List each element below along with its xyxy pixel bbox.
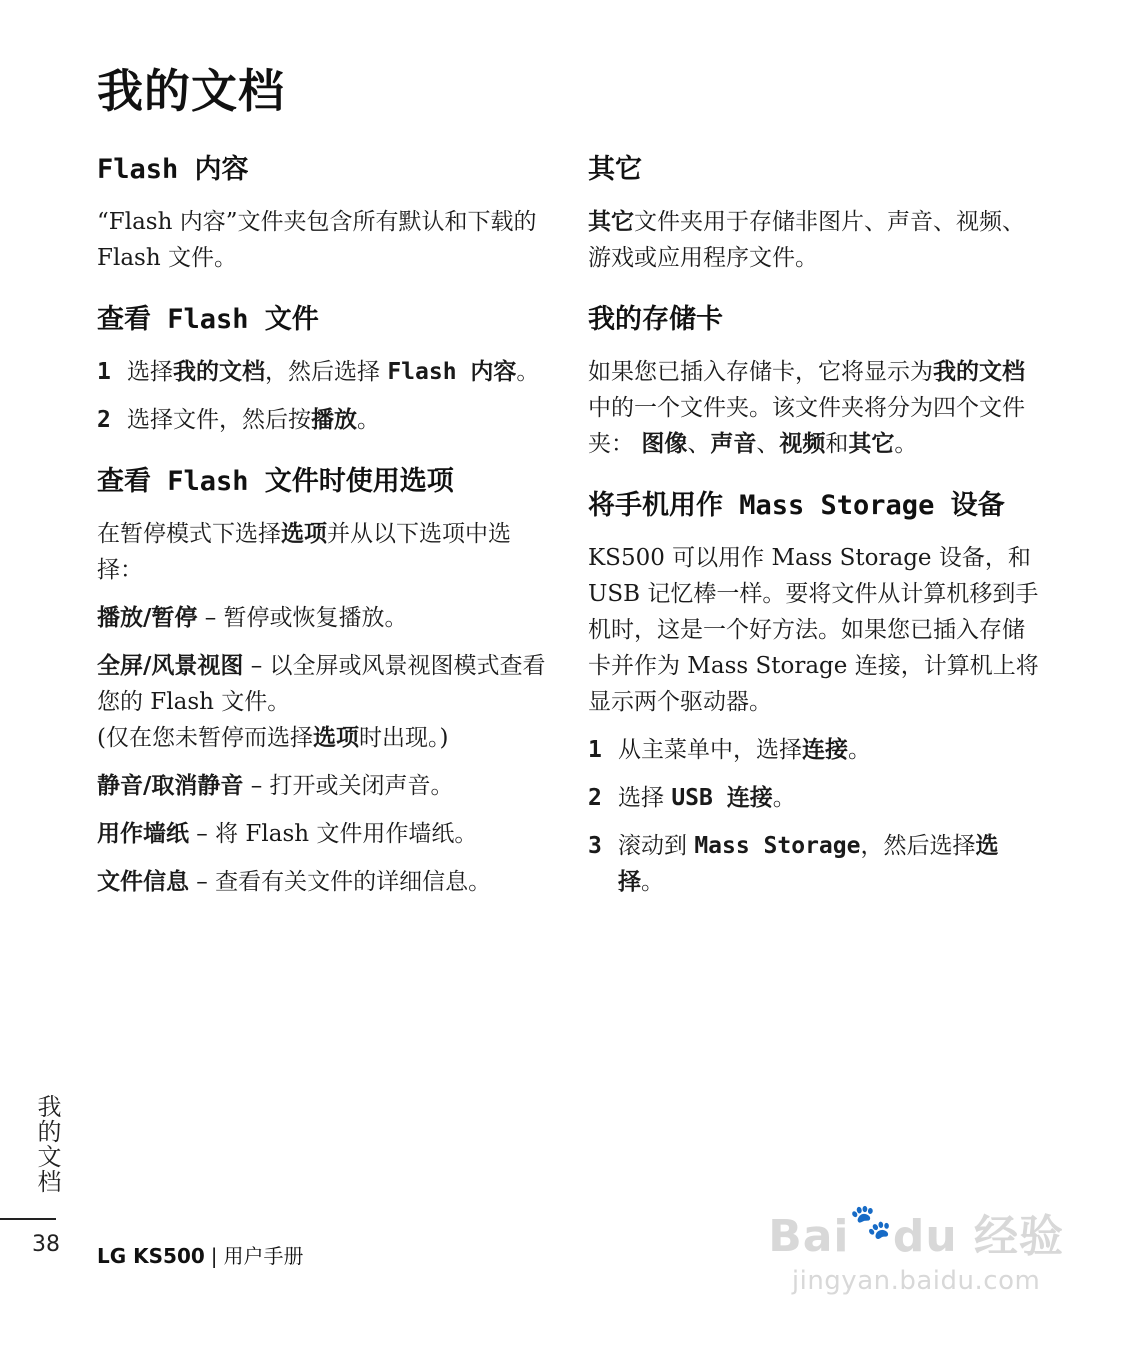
option-label: 用作墙纸 <box>97 821 189 847</box>
step-text: 。 <box>641 869 664 895</box>
step-text: 。 <box>516 359 540 385</box>
step-text: 选择文件，然后按 <box>127 407 311 433</box>
option-desc: – 打开或关闭声音。 <box>243 773 454 799</box>
step-bold: 播放 <box>311 407 357 433</box>
text: 。 <box>894 431 918 457</box>
bold-text: 其它 <box>588 209 634 235</box>
left-column <box>97 148 552 922</box>
paragraph <box>97 516 552 588</box>
paragraph: KS500 可以用作 Mass Storage 设备，和 USB 记忆棒一样。要将文件从计算机移到手机时，这是一个好方法。如果您已插入存储卡并作为 Mass Storage 连接，计算机上将显示两个驱动器。 <box>588 545 1039 715</box>
step-bold: Flash 内容 <box>387 359 517 385</box>
footer-brand: LG KS500 <box>97 1244 205 1268</box>
step-item <box>588 828 1043 900</box>
step-bold: Mass Storage <box>694 833 861 859</box>
option-note: 时出现。) <box>358 725 449 751</box>
step-item <box>97 402 552 438</box>
watermark-url: jingyan.baidu.com <box>791 1266 1041 1296</box>
section-heading: 我的存储卡 <box>588 304 723 335</box>
option-item <box>97 648 552 756</box>
paw-icon: 🐾 <box>849 1202 893 1242</box>
step-text: 。 <box>357 407 380 433</box>
section-mass-storage <box>588 484 1043 900</box>
step-bold: 我的文档 <box>173 359 265 385</box>
option-item <box>97 600 552 636</box>
paragraph: “Flash 内容”文件夹包含所有默认和下载的 Flash 文件。 <box>97 209 537 271</box>
step-item <box>588 732 1043 768</box>
watermark-logo <box>768 1200 1064 1264</box>
text: 中的一个文件夹。该文件夹将分为四个文件夹： <box>588 395 1025 457</box>
bold-text: 选项 <box>312 725 359 751</box>
step-number: 3 <box>588 833 602 859</box>
bold-text: 选项 <box>281 521 327 547</box>
step-list <box>97 354 552 438</box>
section-heading: 将手机用作 Mass Storage 设备 <box>588 490 1005 521</box>
step-text: ，然后选择 <box>860 833 976 859</box>
step-text: 选择 <box>127 359 173 385</box>
option-item <box>97 864 552 900</box>
step-bold: USB 连接 <box>671 785 773 811</box>
footer <box>97 1240 304 1269</box>
step-text: ，然后选择 <box>265 359 388 385</box>
section-memory-card <box>588 298 1043 462</box>
step-number: 1 <box>588 737 602 763</box>
option-desc: – 以全屏或风景视图模式查看您的 Flash 文件。 <box>97 653 546 715</box>
watermark-logo-text: Bai <box>768 1211 850 1262</box>
step-number: 2 <box>97 407 111 433</box>
bold-text: 我的文档 <box>933 359 1025 385</box>
step-text: 选择 <box>618 785 672 811</box>
bold-text: 其它 <box>848 431 895 457</box>
option-label: 全屏/风景视图 <box>97 653 244 679</box>
text: 文件夹用于存储非图片、声音、视频、游戏或应用程序文件。 <box>588 209 1025 271</box>
bold-text: 图像 <box>641 431 688 457</box>
text: 和 <box>825 431 849 457</box>
step-item <box>97 354 552 390</box>
step-number: 1 <box>97 359 111 385</box>
step-list <box>588 732 1043 900</box>
text: 、 <box>687 431 711 457</box>
option-label: 静音/取消静音 <box>97 773 244 799</box>
section-others <box>588 148 1043 276</box>
step-text: 。 <box>772 785 796 811</box>
step-bold: 选择 <box>618 833 999 895</box>
step-number: 2 <box>588 785 602 811</box>
section-heading: 查看 Flash 文件时使用选项 <box>97 466 454 497</box>
page-number: 38 <box>32 1232 60 1257</box>
option-item <box>97 768 552 804</box>
section-heading: 其它 <box>588 154 642 185</box>
bold-text: 声音 <box>710 431 757 457</box>
text: 如果您已插入存储卡，它将显示为 <box>588 359 933 385</box>
side-section-label: 我的文档 <box>33 1094 61 1194</box>
option-desc: – 将 Flash 文件用作墙纸。 <box>189 821 478 847</box>
side-divider <box>0 1218 56 1220</box>
section-view-flash <box>97 298 552 438</box>
watermark <box>768 1200 1064 1296</box>
section-heading: 查看 Flash 文件 <box>97 304 319 335</box>
right-column <box>588 148 1043 922</box>
text: 在暂停模式下选择 <box>97 521 281 547</box>
step-text: 从主菜单中，选择 <box>618 737 802 763</box>
option-label: 播放/暂停 <box>97 605 198 631</box>
page-title: 我的文档 <box>97 64 285 118</box>
step-text: 。 <box>848 737 871 763</box>
option-item <box>97 816 552 852</box>
footer-separator: | <box>210 1244 218 1268</box>
step-bold: 连接 <box>802 737 848 763</box>
section-flash-content <box>97 148 552 276</box>
watermark-logo-text: du <box>892 1211 958 1262</box>
option-desc: – 查看有关文件的详细信息。 <box>189 869 492 895</box>
section-heading: Flash 内容 <box>97 154 249 185</box>
paragraph <box>588 204 1043 276</box>
option-note: (仅在您未暂停而选择 <box>97 725 313 751</box>
bold-text: 视频 <box>779 431 826 457</box>
paragraph <box>588 354 1043 462</box>
option-desc: – 暂停或恢复播放。 <box>197 605 408 631</box>
footer-text: 用户手册 <box>223 1244 304 1268</box>
text: 、 <box>756 431 780 457</box>
text: 并从以下选项中选择： <box>97 521 511 583</box>
section-options <box>97 460 552 900</box>
step-text: 滚动到 <box>618 833 695 859</box>
step-item <box>588 780 1043 816</box>
watermark-logo-text: 经验 <box>974 1211 1064 1262</box>
option-label: 文件信息 <box>97 869 189 895</box>
